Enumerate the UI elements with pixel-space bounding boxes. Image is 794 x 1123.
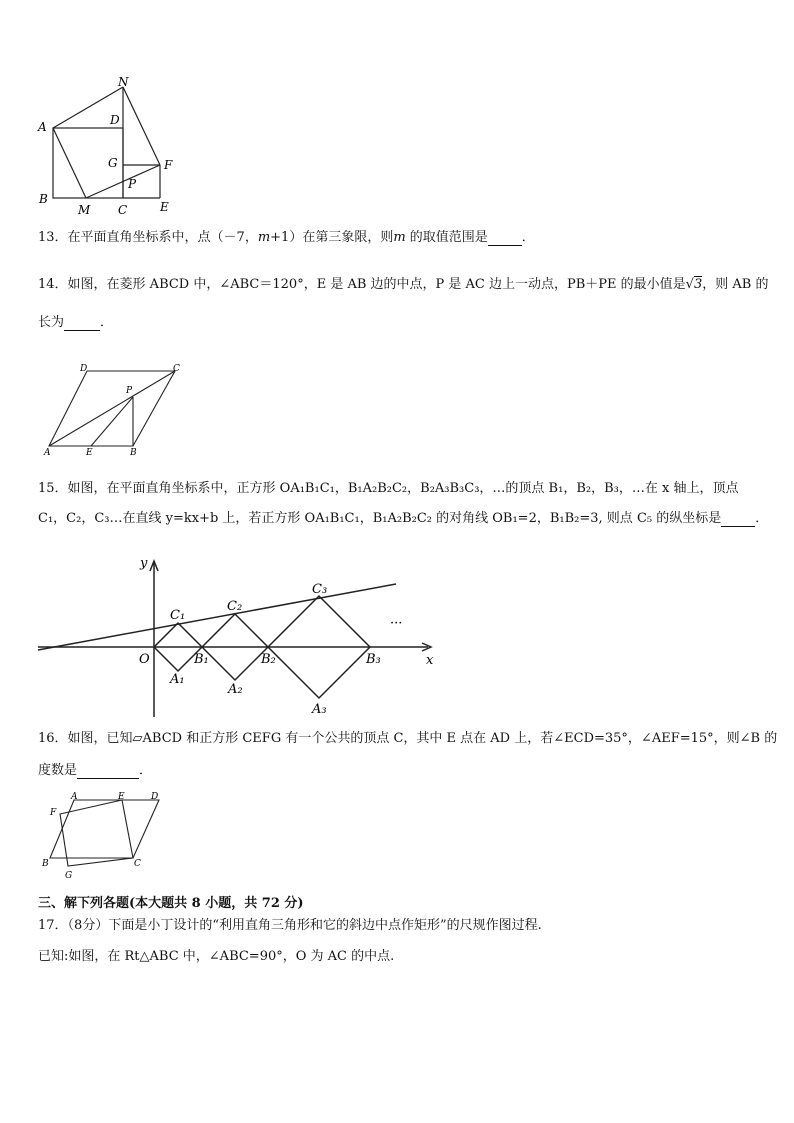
- q14-sqrt-value: 3: [693, 277, 703, 292]
- q14-line2: 长为: [38, 315, 65, 330]
- q13-m-var: m: [393, 230, 406, 245]
- sqrt-symbol: √3: [685, 277, 703, 292]
- question-13: [38, 230, 535, 246]
- label-e: E: [86, 448, 93, 458]
- label-e: E: [118, 792, 125, 802]
- label-p: P: [128, 177, 137, 191]
- label-g: G: [65, 871, 73, 881]
- q16-line2: 度数是: [38, 763, 78, 778]
- label-f: F: [50, 808, 57, 818]
- answer-blank: [64, 317, 100, 331]
- label-c1: C₁: [170, 608, 186, 623]
- label-d: D: [110, 113, 120, 127]
- section-3-title: 三、解下列各题(本大题共 8 小题，共 72 分): [38, 896, 304, 911]
- q15-line1: 15．如图，在平面直角坐标系中，正方形 OA₁B₁C₁，B₁A₂B₂C₂，B₂A₃B₃C₃，…的顶点 B₁，B₂，B₃，…在 x 轴上，顶点: [38, 481, 739, 496]
- question-14-line2: [38, 315, 113, 331]
- label-y: y: [140, 556, 148, 571]
- label-e: E: [160, 200, 169, 214]
- label-b: B: [39, 192, 48, 206]
- label-c: C: [173, 364, 180, 374]
- label-a3: A₃: [312, 702, 327, 717]
- q13-text-b: +1）在第三象限，则: [270, 230, 394, 245]
- label-b1: B₁: [194, 652, 209, 667]
- figure-parallelogram-square: [38, 788, 166, 882]
- label-p: P: [126, 386, 133, 396]
- answer-blank: [488, 232, 522, 246]
- label-n: N: [118, 76, 129, 89]
- label-o: O: [139, 652, 150, 667]
- question-14-line1: [38, 277, 768, 293]
- label-x: x: [426, 653, 434, 668]
- label-c2: C₂: [227, 599, 243, 614]
- question-17-line2: [38, 949, 394, 965]
- figure-squares-on-axis: [36, 555, 446, 720]
- q14-line1-b: ，则 AB 的: [702, 277, 769, 292]
- figure-rhombus: [38, 360, 188, 460]
- q14-line1-a: 14．如图，在菱形 ABCD 中，∠ABC＝120°，E 是 AB 边的中点，P 是 AC 边上一动点，PB＋PE 的最小值是: [38, 277, 686, 292]
- answer-blank: [721, 513, 755, 527]
- label-b2: B₂: [261, 652, 276, 667]
- label-c: C: [118, 203, 128, 217]
- label-b: B: [130, 448, 137, 458]
- q15-end: ．: [755, 511, 769, 526]
- label-a: A: [71, 792, 78, 802]
- question-15-line1: [38, 481, 738, 497]
- label-b: B: [42, 859, 49, 869]
- answer-blank: [77, 765, 139, 779]
- label-a1: A₁: [170, 672, 185, 687]
- label-d: D: [80, 364, 88, 374]
- q15-line2: C₁，C₂，C₃…在直线 y=kx+b 上，若正方形 OA₁B₁C₁，B₁A₂B₂C₂ 的对角线 OB₁=2，B₁B₂=3, 则点 C₅ 的纵坐标是: [38, 511, 722, 526]
- q17-line2: 已知:如图，在 Rt△ABC 中，∠ABC=90°，O 为 AC 的中点.: [38, 949, 395, 964]
- label-g: G: [108, 156, 118, 170]
- question-15-line2: [38, 511, 768, 527]
- figure-square-construction: [30, 76, 190, 218]
- label-c3: C₃: [312, 582, 328, 597]
- q13-text-c: 的取值范围是: [405, 230, 488, 245]
- label-d: D: [151, 792, 159, 802]
- q13-end: ．: [521, 230, 535, 245]
- ellipsis-mark: ···: [390, 616, 403, 631]
- question-16-line1: [38, 731, 777, 747]
- label-m: M: [78, 203, 91, 217]
- q13-text-a: 13．在平面直角坐标系中，点（－7，: [38, 230, 258, 245]
- label-f: F: [164, 158, 173, 172]
- q17-line1: 17．（8分）下面是小丁设计的“利用直角三角形和它的斜边中点作矩形”的尺规作图过程.: [38, 918, 542, 933]
- q16-line1: 16．如图，已知▱ABCD 和正方形 CEFG 有一个公共的顶点 C，其中 E 点在 AD 上，若∠ECD=35°，∠AEF=15°，则∠B 的: [38, 731, 778, 746]
- label-c: C: [134, 859, 141, 869]
- q16-end: ．: [139, 763, 153, 778]
- label-a: A: [38, 120, 47, 134]
- question-16-line2: [38, 763, 152, 779]
- label-a2: A₂: [228, 682, 243, 697]
- q13-m-expr: m: [257, 230, 271, 245]
- q14-end: ．: [100, 315, 114, 330]
- question-17-line1: [38, 918, 542, 934]
- label-b3: B₃: [366, 652, 381, 667]
- label-a: A: [44, 448, 51, 458]
